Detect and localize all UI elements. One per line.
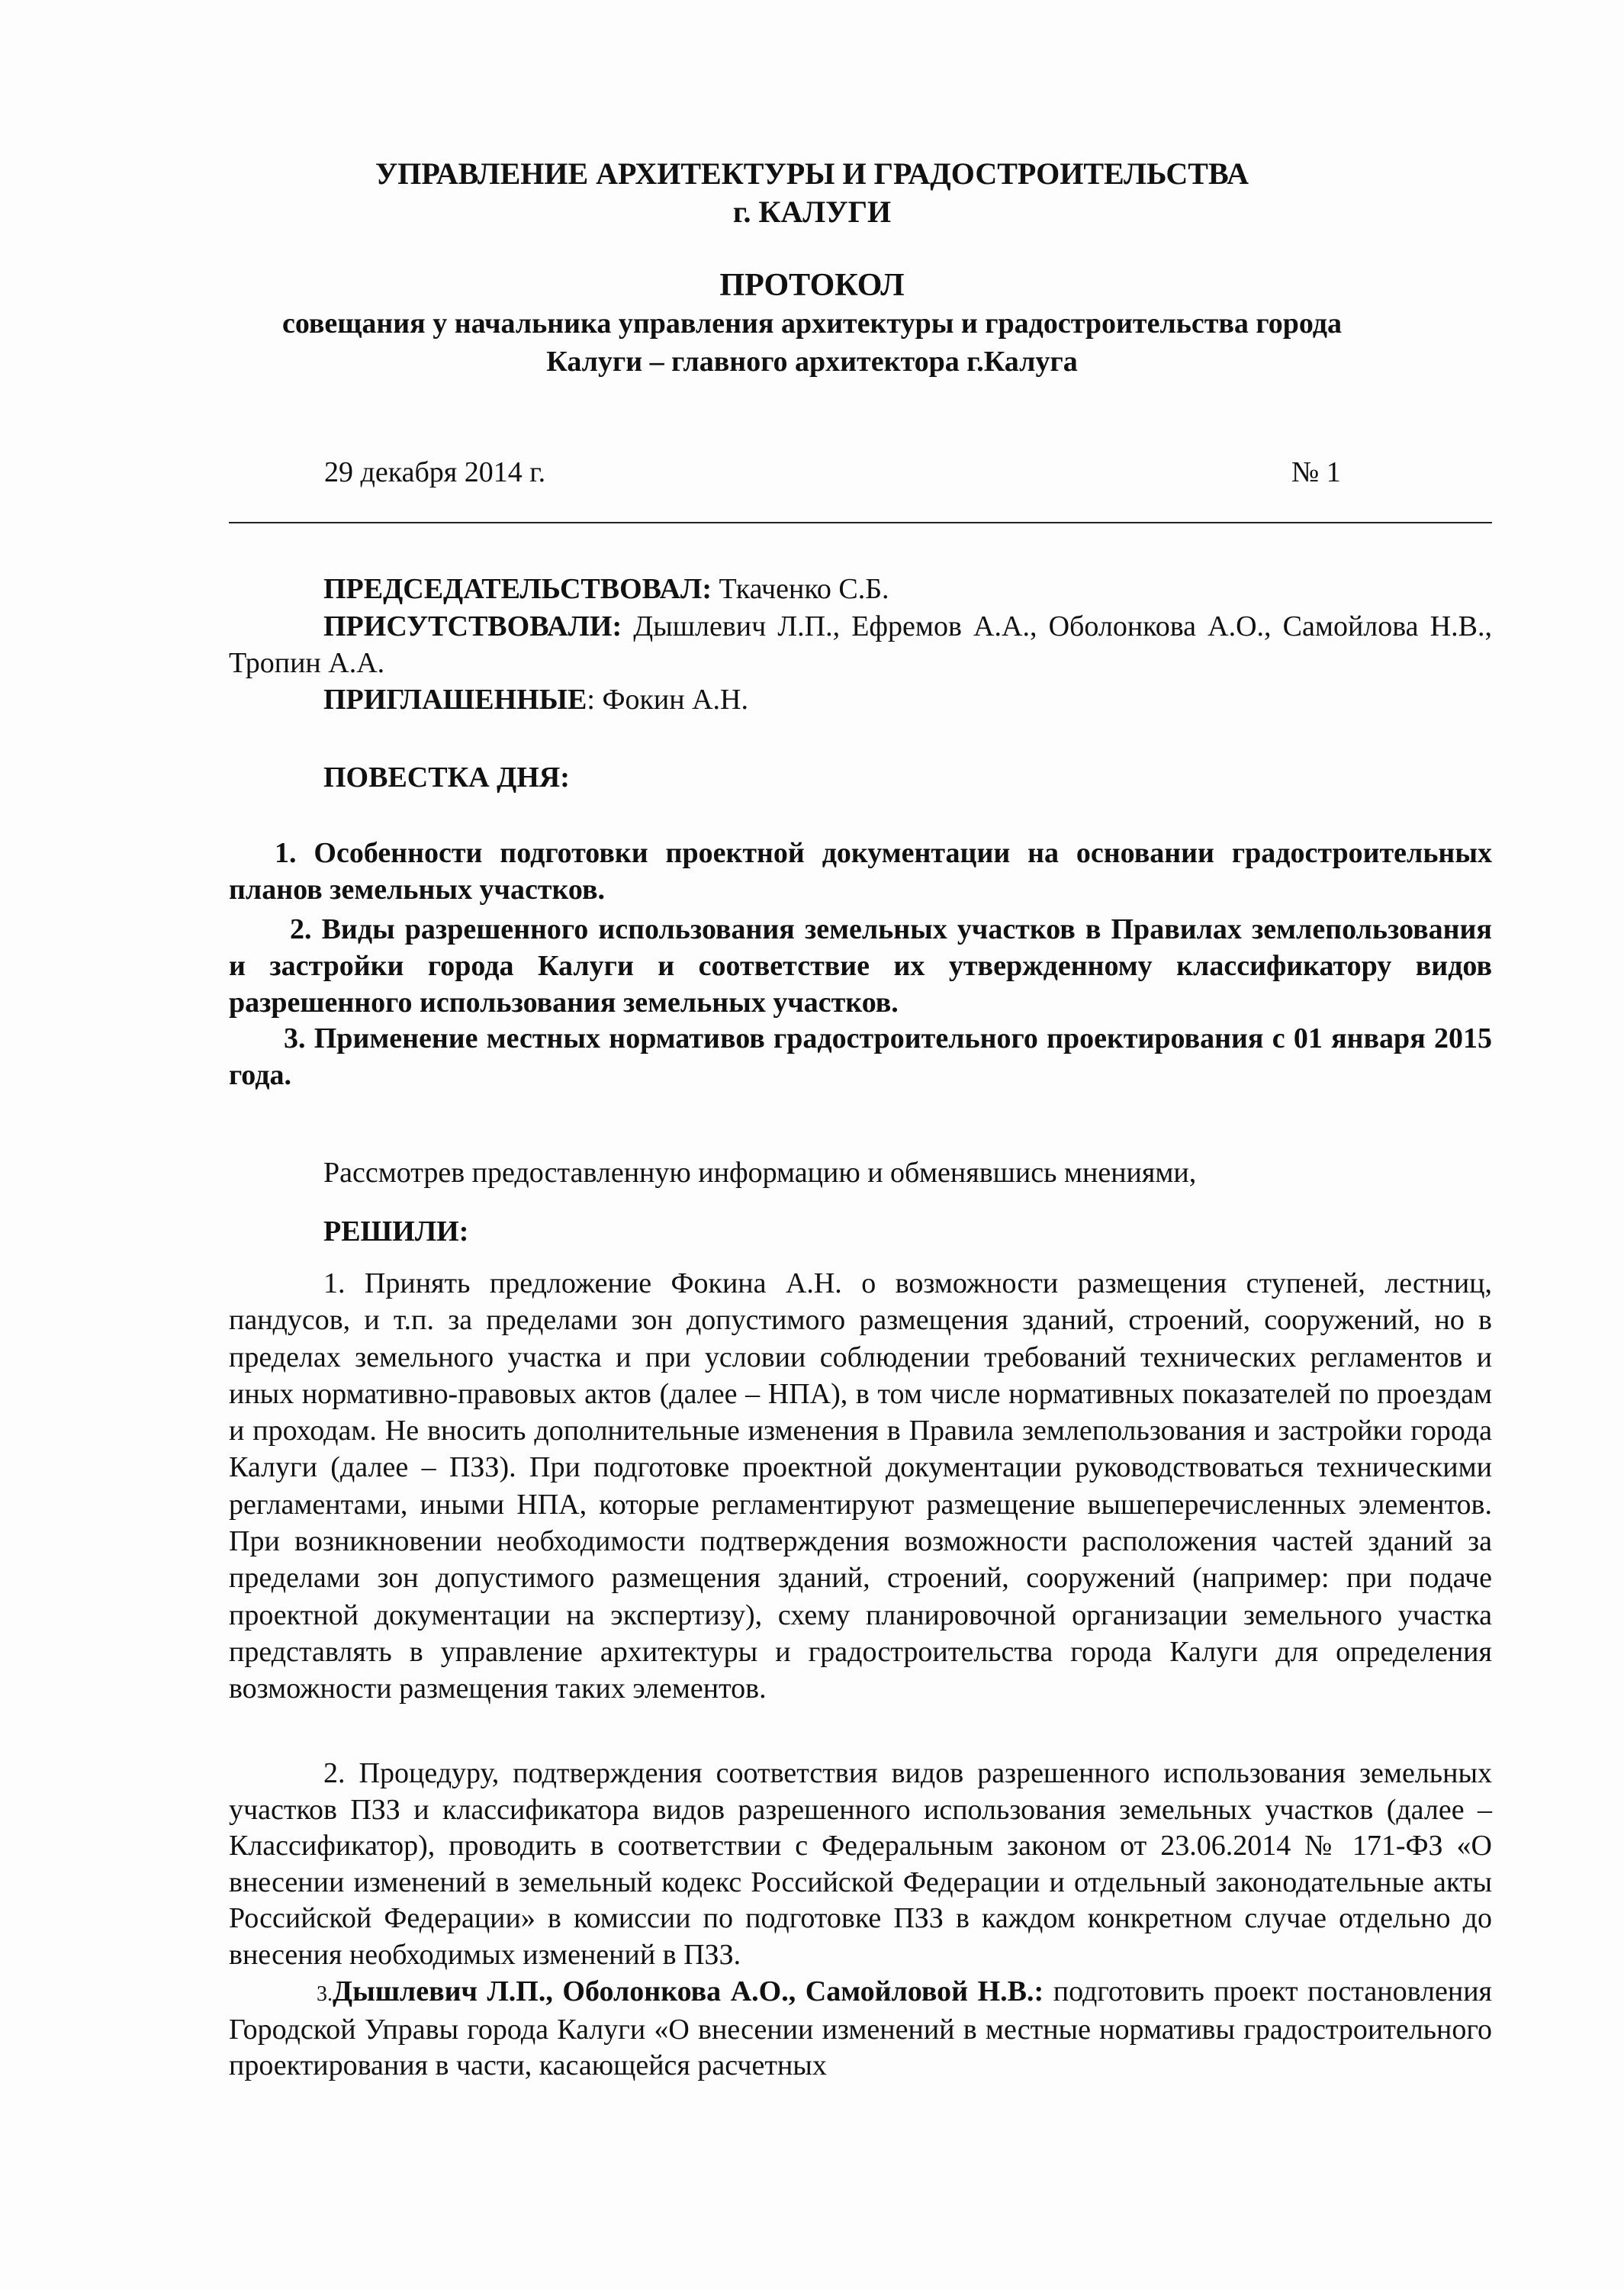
org-name-line1: УПРАВЛЕНИЕ АРХИТЕКТУРЫ И ГРАДОСТРОИТЕЛЬСТВА [375, 156, 1249, 191]
agenda-item-2: 2. Виды разрешенного использования земельных участков в Правилах землепользования и застройки города Калуги и соответствие их утвержденному классификатору видов разрешенного использования земельных участков. [229, 913, 1492, 1019]
decision-item-2: 2. Процедуру, подтверждения соответствия видов разрешенного использования земельных участков ПЗЗ и классификатора видов разрешенного использования земельных участков (далее – Классификатор), проводить в соответствии с Федеральным законом от 23.06.2014 № 171-ФЗ «О внесении изменений в земельный кодекс Российской Федерации и отдельный законодательные акты Российской Федерации» в комиссии по подготовке ПЗЗ в каждом конкретном случае отдельно до внесения необходимых изменений в ПЗЗ. [229, 1757, 1492, 1971]
document-number: № 1 [1291, 456, 1341, 488]
invited-value: : Фокин А.Н. [587, 684, 748, 716]
header-divider [229, 522, 1492, 523]
agenda-title: ПОВЕСТКА ДНЯ: [323, 761, 570, 794]
chair-value: Ткаченко С.Б. [712, 573, 889, 605]
present-value: Дышлевич Л.П., Ефремов А.А., Оболонкова А.О., Самойлова Н.В., Тропин А.А. [229, 610, 1492, 679]
decision-intro: Рассмотрев предоставленную информацию и обменявшись мнениями, [323, 1157, 1197, 1189]
decision-item-3 [229, 1974, 1492, 2084]
document-subtitle-line1: совещания у начальника управления архитектуры и градостроительства города [281, 307, 1342, 340]
document-type: ПРОТОКОЛ [719, 268, 905, 303]
document-subtitle-line2: Калуги – главного архитектора г.Калуга [546, 346, 1078, 378]
decision-item-3-names: Дышлевич Л.П., Оболонкова А.О., Самойловой Н.В.: [333, 1975, 1044, 2007]
decision-title: РЕШИЛИ: [323, 1215, 469, 1248]
decision-item-3-number: 3. [317, 1982, 333, 2006]
chair-label: ПРЕДСЕДАТЕЛЬСТВОВАЛ: [323, 573, 712, 605]
decision-item-3-text: подготовить проект постановления Городской Управы города Калуги «О внесении изменений в местные нормативы градостроительного проектирования в части, касающейся расчетных [229, 1975, 1493, 2081]
agenda-item-3: 3. Применение местных нормативов градостроительного проектирования с 01 января 2015 года. [229, 1022, 1492, 1091]
chair-paragraph [229, 571, 1492, 607]
present-label: ПРИСУТСТВОВАЛИ: [323, 610, 622, 642]
document-date: 29 декабря 2014 г. [324, 456, 546, 488]
org-name-line2: г. КАЛУГИ [732, 195, 892, 229]
decision-item-1: 1. Принять предложение Фокина А.Н. о возможности размещения ступеней, лестниц, пандусов, и т.п. за пределами зон допустимого размещения зданий, строений, сооружений, но в пределах земельного участка и при условии соблюдении требований технических регламентов и иных нормативно-правовых актов (далее – НПА), в том числе нормативных показателей по проездам и проходам. Не вносить дополнительные изменения в Правила землепользования и застройки города Калуги (далее – ПЗЗ). При подготовке проектной документации руководствоваться техническими регламентами, иными НПА, которые регламентируют размещение вышеперечисленных элементов. При возникновении необходимости подтверждения возможности расположения частей зданий за пределами зон допустимого размещения зданий, строений, сооружений (например: при подаче проектной документации на экспертизу), схему планировочной организации земельного участка представлять в управление архитектуры и градостроительства города Калуги для определения возможности размещения таких элементов. [229, 1267, 1492, 1705]
invited-paragraph [229, 681, 1492, 718]
present-paragraph [229, 608, 1492, 681]
agenda-item-1: 1. Особенности подготовки проектной документации на основании градостроительных планов земельных участков. [229, 837, 1492, 906]
invited-label: ПРИГЛАШЕННЫЕ [323, 684, 587, 716]
